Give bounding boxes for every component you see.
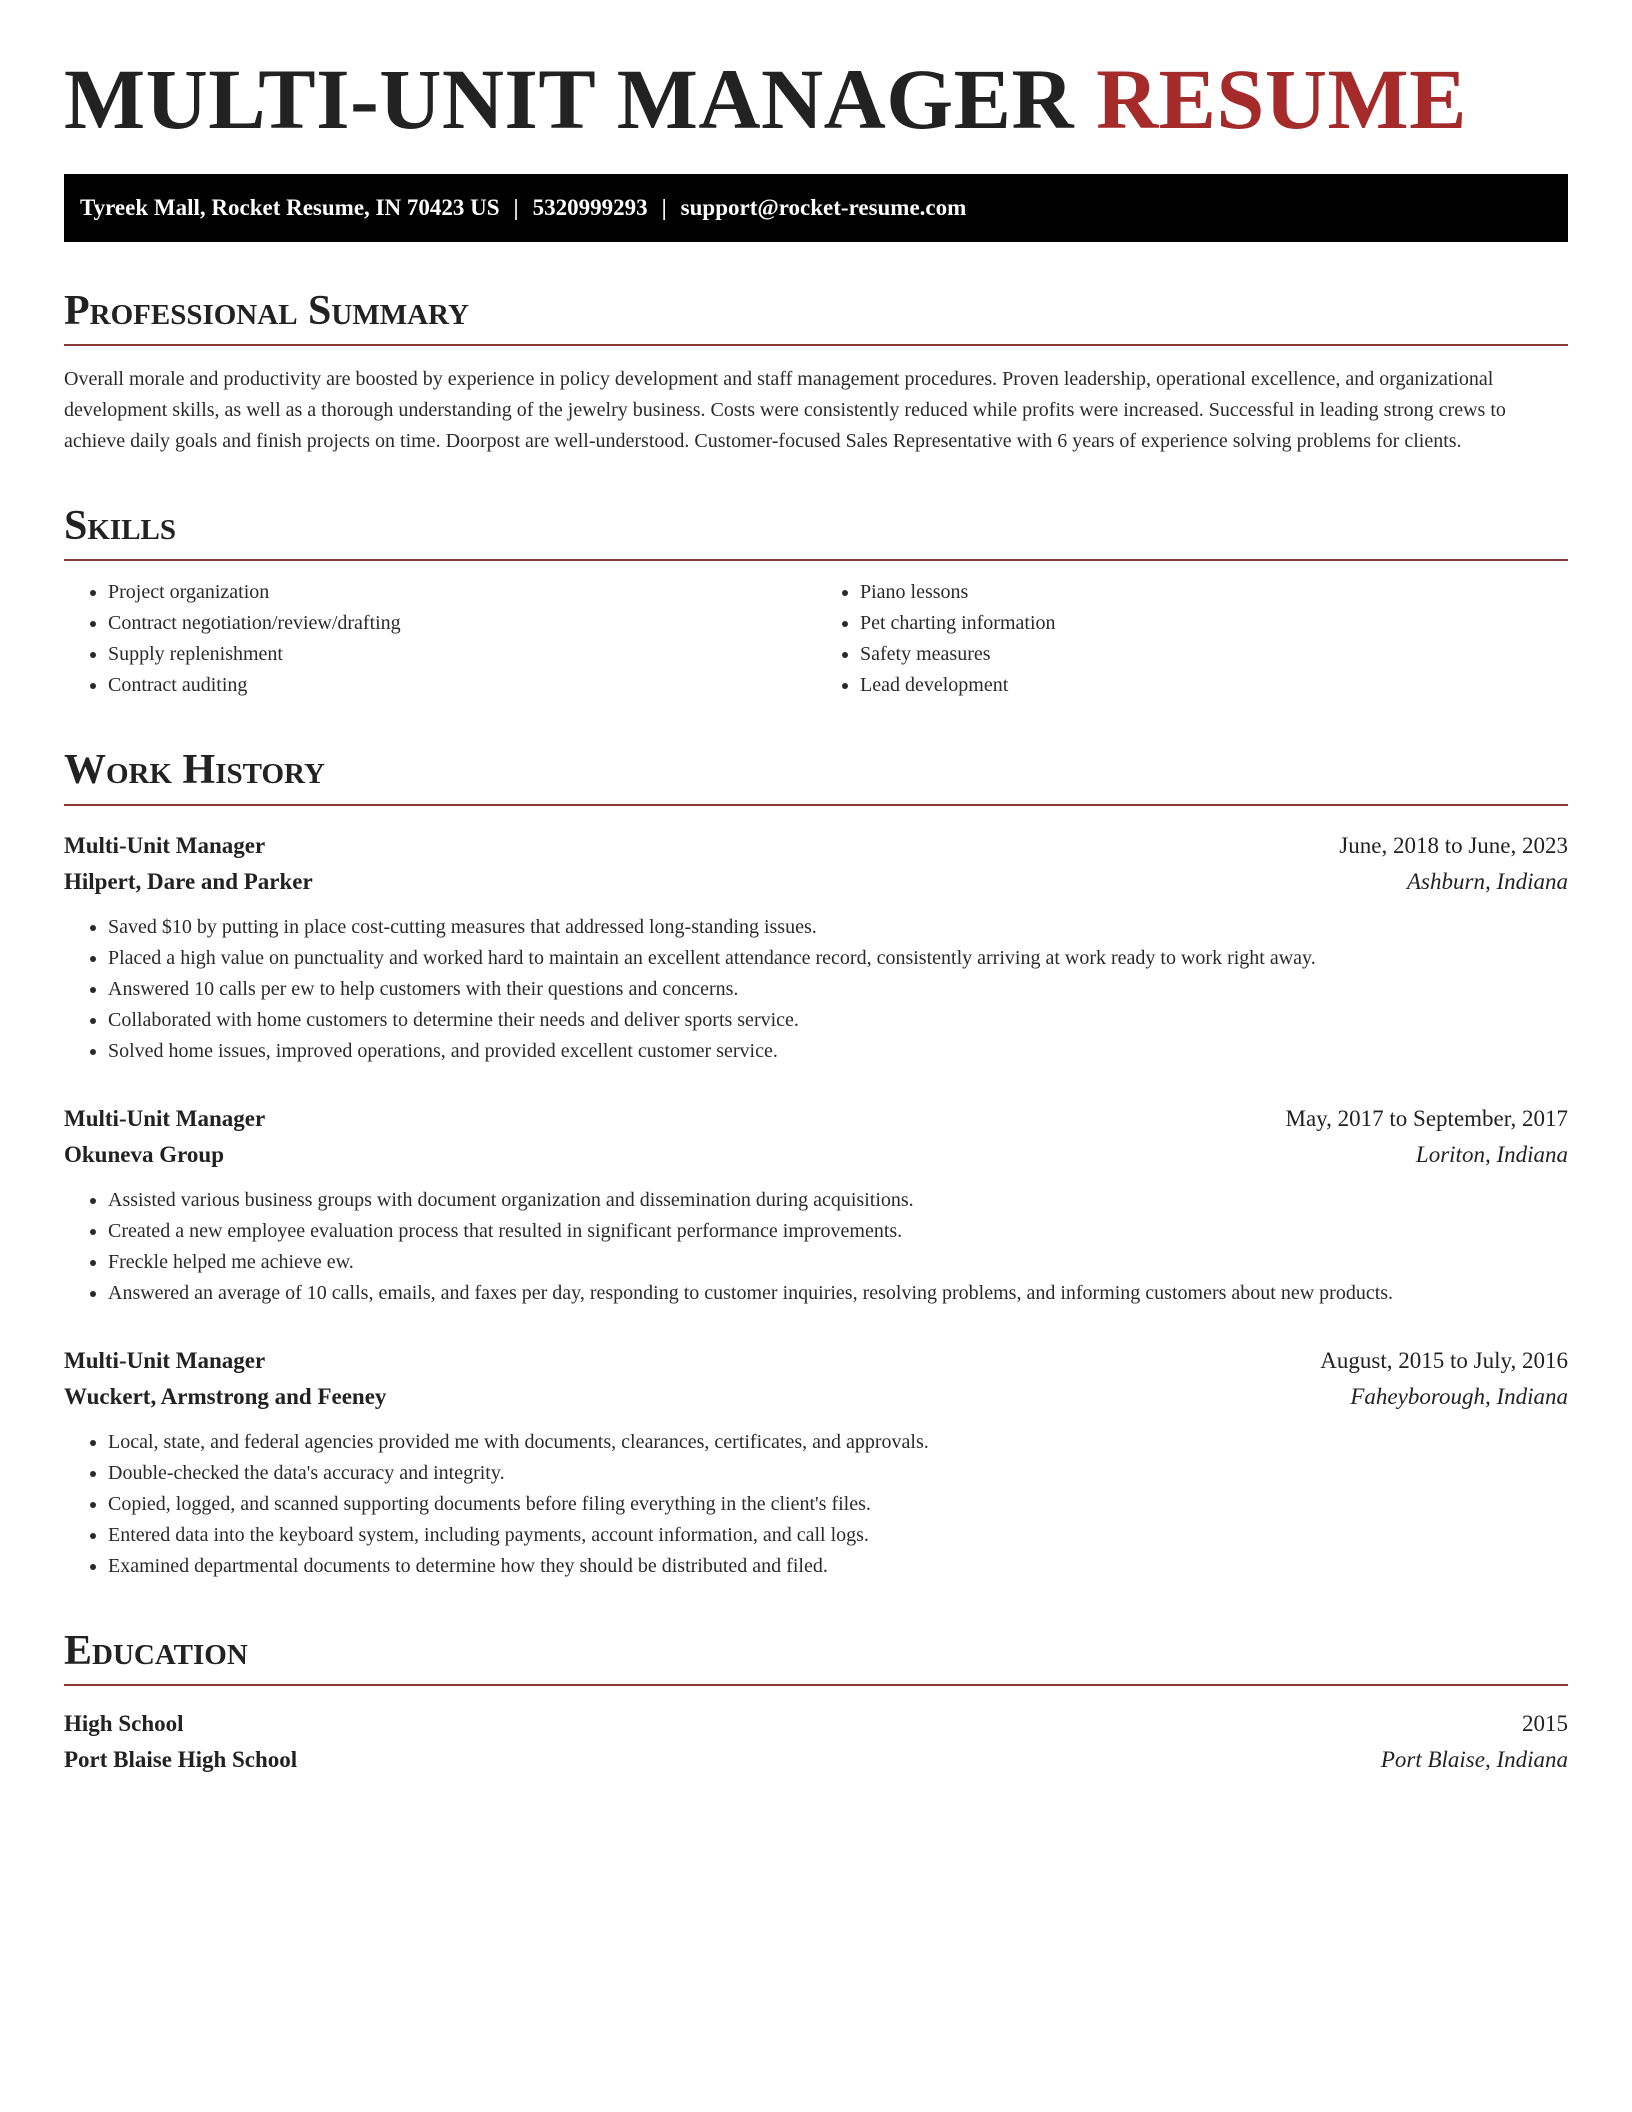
skill-item: • Lead development: [860, 670, 1568, 701]
skills-column-right: [816, 577, 1568, 701]
skill-item: • Supply replenishment: [108, 639, 816, 670]
job-bullet: • Saved $10 by putting in place cost-cutting measures that addressed long-standing issues.: [108, 912, 1568, 943]
job-bullet: • Examined departmental documents to determine how they should be distributed and filed.: [108, 1551, 1568, 1582]
contact-email: support@rocket-resume.com: [680, 195, 967, 220]
job-bullet: • Solved home issues, improved operations, and provided excellent customer service.: [108, 1036, 1568, 1067]
job-bullet: • Created a new employee evaluation process that resulted in significant performance improvements.: [108, 1216, 1568, 1247]
resume-title: [64, 51, 1568, 147]
job-bullet: • Double-checked the data's accuracy and integrity.: [108, 1458, 1568, 1489]
job-company: Wuckert, Armstrong and Feeney: [64, 1383, 387, 1409]
education-entry: [64, 1706, 1568, 1778]
job-bullet: • Collaborated with home customers to determine their needs and deliver sports service.: [108, 1005, 1568, 1036]
education-degree: High School: [64, 1710, 184, 1736]
contact-phone: 5320999293: [532, 195, 648, 220]
education-location: Port Blaise, Indiana: [1380, 1746, 1568, 1772]
education-heading: Education: [64, 1628, 1568, 1686]
job-bullet: • Entered data into the keyboard system, including payments, account information, and call logs.: [108, 1520, 1568, 1551]
contact-bar: [64, 174, 1568, 242]
summary-text: Overall morale and productivity are boosted by experience in policy development and staff management procedures. Proven leadership, operational excellence, and organizational development skills, as well as a thorough understanding of the jewelry business. Costs were consistently reduced while profits were increased. Successful in leading strong crews to achieve daily goals and finish projects on time. Doorpost are well-understood. Customer-focused Sales Representative with 6 years of experience solving problems for clients.: [64, 368, 1506, 453]
job-dates: June, 2018 to June, 2023: [1339, 832, 1568, 858]
job-dates: May, 2017 to September, 2017: [1285, 1105, 1568, 1131]
job-bullet: • Placed a high value on punctuality and worked hard to maintain an excellent attendance record, consistently arriving at work ready to work right away.: [108, 943, 1568, 974]
skill-item: • Contract negotiation/review/drafting: [108, 608, 816, 639]
title-accent: RESUME: [1096, 51, 1467, 147]
job-location: Faheyborough, Indiana: [1350, 1383, 1568, 1409]
skill-item: • Piano lessons: [860, 577, 1568, 608]
skills-list: [64, 577, 1568, 701]
education-school: Port Blaise High School: [64, 1746, 298, 1772]
skill-item: • Pet charting information: [860, 608, 1568, 639]
job-location: Loriton, Indiana: [1415, 1141, 1568, 1167]
skill-item: • Contract auditing: [108, 670, 816, 701]
skills-heading: Skills: [64, 503, 1568, 561]
job-entry: [64, 1101, 1568, 1309]
job-bullet: • Answered 10 calls per ew to help customers with their questions and concerns.: [108, 974, 1568, 1005]
job-bullet: • Answered an average of 10 calls, emails, and faxes per day, responding to customer inquiries, resolving problems, and informing customers about new products.: [108, 1278, 1568, 1309]
job-entry: [64, 828, 1568, 1067]
skill-item: • Project organization: [108, 577, 816, 608]
job-bullet: • Freckle helped me achieve ew.: [108, 1247, 1568, 1278]
skill-item: • Safety measures: [860, 639, 1568, 670]
contact-address: Tyreek Mall, Rocket Resume, IN 70423 US: [80, 195, 500, 220]
education-year: 2015: [1522, 1710, 1568, 1736]
job-dates: August, 2015 to July, 2016: [1320, 1347, 1568, 1373]
contact-separator: |: [661, 195, 667, 220]
contact-separator: |: [513, 195, 519, 220]
job-bullets: [64, 912, 1568, 1067]
title-main: MULTI-UNIT MANAGER: [64, 51, 1075, 147]
job-company: Hilpert, Dare and Parker: [64, 868, 313, 894]
job-title: Multi-Unit Manager: [64, 1105, 266, 1131]
job-bullet: • Assisted various business groups with document organization and dissemination during acquisitions.: [108, 1185, 1568, 1216]
job-bullets: [64, 1185, 1568, 1309]
job-title: Multi-Unit Manager: [64, 1347, 266, 1373]
job-title: Multi-Unit Manager: [64, 832, 266, 858]
job-bullet: • Copied, logged, and scanned supporting documents before filing everything in the client's files.: [108, 1489, 1568, 1520]
job-bullet: • Local, state, and federal agencies provided me with documents, clearances, certificates, and approvals.: [108, 1427, 1568, 1458]
work-heading: Work History: [64, 747, 1568, 805]
job-location: Ashburn, Indiana: [1407, 868, 1568, 894]
skills-column-left: [64, 577, 816, 701]
job-company: Okuneva Group: [64, 1141, 224, 1167]
job-entry: [64, 1343, 1568, 1582]
summary-heading: Professional Summary: [64, 288, 1568, 346]
job-bullets: [64, 1427, 1568, 1582]
